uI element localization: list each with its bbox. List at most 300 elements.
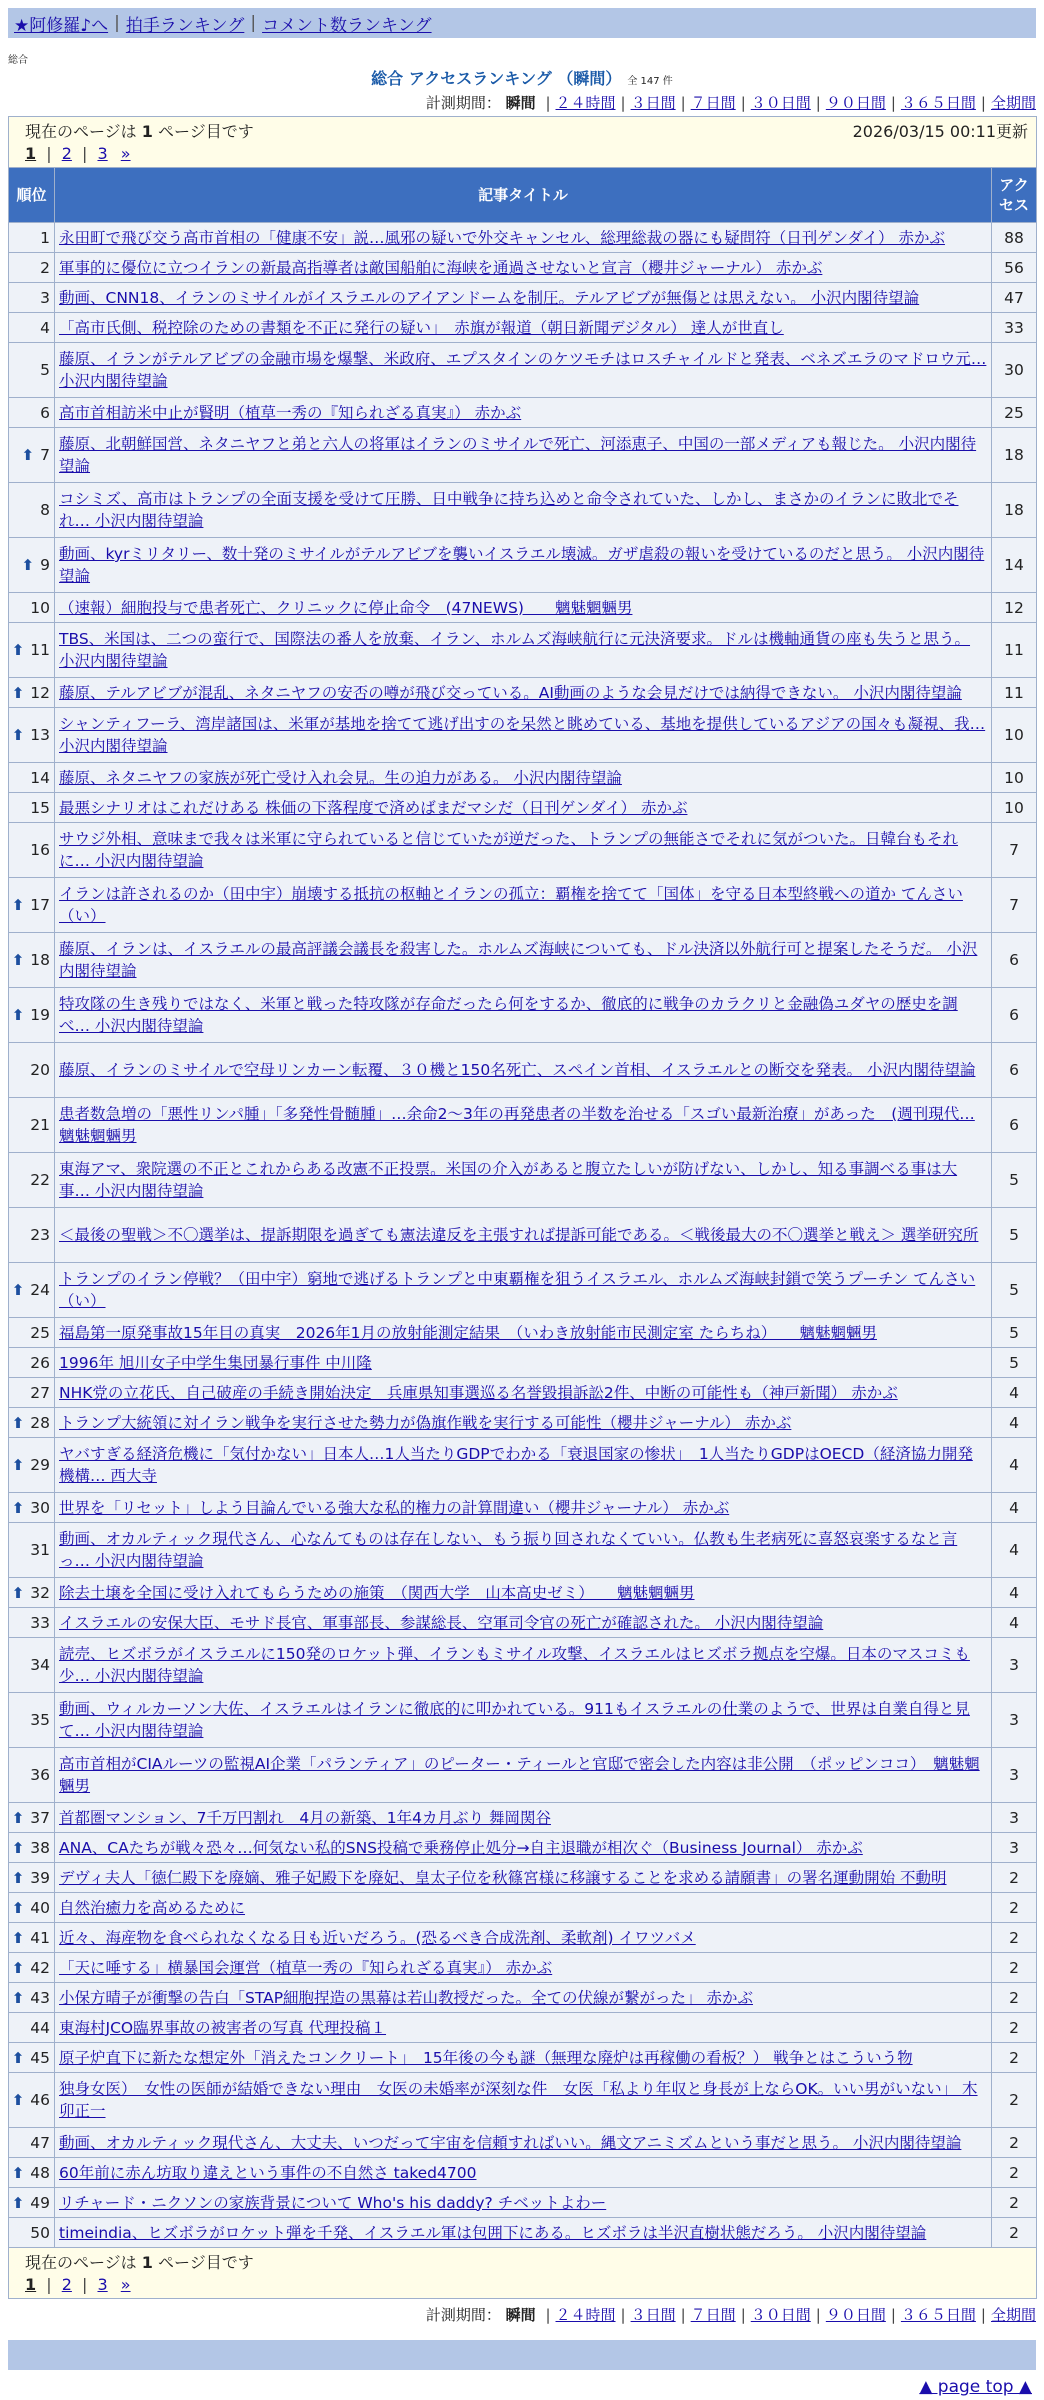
arrow-up-icon: ⬆ [21,446,35,464]
page-top-link[interactable]: ▲ page top ▲ [919,2377,1032,2397]
access-count: 25 [992,398,1037,428]
access-count: 3 [992,1693,1037,1748]
arrow-up-icon: ⬆ [11,2163,25,2182]
nav-link-asyura[interactable]: ★阿修羅♪へ [14,15,109,36]
article-title-link[interactable]: 特攻隊の生き残りではなく、米軍と戦った特攻隊が存命だったら何をするか、徹底的に戦争のカラクリと金融偽ユダヤの歴史を調べ… 小沢内閣待望論 [59,995,958,1035]
article-title-link[interactable]: トランプ大統領に対イラン戦争を実行させた勢力が偽旗作戦を実行する可能性（櫻井ジャーナル） 赤かぶ [59,1413,792,1432]
table-row [9,313,1037,343]
article-title-link[interactable]: シャンティフーラ、湾岸諸国は、米軍が基地を捨てて逃げ出すのを呆然と眺めている、基地を提供しているアジアの国々も凝視、我… 小沢内閣待望論 [59,715,986,755]
rank-cell [9,283,55,313]
pager-page-current[interactable]: 1 [25,144,37,163]
access-count: 30 [992,343,1037,398]
rank-number: 30 [30,1498,50,1517]
access-count: 6 [992,988,1037,1043]
page-info-bottom [25,2252,1028,2274]
rank-number: 6 [40,403,50,422]
title-cell [55,1893,992,1923]
period-option-link[interactable]: ３０日間 [750,94,811,112]
rank-cell [9,1983,55,2013]
article-title-link[interactable]: 高市首相訪米中止が賢明（植草一秀の『知られざる真実』） 赤かぶ [59,403,522,422]
arrow-up-icon: ⬆ [11,1281,25,1299]
access-count: 4 [992,1493,1037,1523]
arrow-up-icon: ⬆ [11,2091,25,2109]
updated-timestamp: 2026/03/15 00:11更新 [852,122,1029,141]
access-count: 4 [992,1578,1037,1608]
title-cell [55,1863,992,1893]
access-count: 5 [992,1208,1037,1263]
arrow-up-icon: ⬆ [11,1868,25,1887]
arrow-up-icon: ⬆ [11,896,25,914]
access-count: 10 [992,763,1037,793]
access-count: 2 [992,2073,1037,2128]
rank-number: 37 [30,1808,50,1827]
access-count: 14 [992,538,1037,593]
title-cell [55,1493,992,1523]
rank-number: 5 [40,361,50,379]
title-cell [55,593,992,623]
article-title-link[interactable]: 東海アマ、衆院選の不正とこれからある改憲不正投票。米国の介入があると腹立たしいが防げない、しかし、知る事調べる事は大事… 小沢内閣待望論 [59,1160,958,1200]
rank-cell [9,2188,55,2218]
title-cell [55,678,992,708]
nav-separator: | [250,13,257,33]
table-row [9,878,1037,933]
arrow-up-icon: ⬆ [11,2193,25,2212]
page-info-row [9,117,1037,168]
article-title-link[interactable]: 藤原、北朝鮮国営、ネタニヤフと弟と六人の将軍はイランのミサイルで死亡、河添恵子、中国の一部メディアも報じた。 小沢内閣待望論 [59,435,977,475]
rank-number: 8 [40,501,50,519]
article-title-link[interactable]: デヴィ夫人「徳仁殿下を廃嫡、雅子妃殿下を廃妃、皇太子位を秋篠宮様に移譲することを求める請願書」の署名運動開始 不動明 [59,1868,947,1887]
period-option-link[interactable]: ９０日間 [825,94,886,112]
rank-cell [9,1833,55,1863]
table-row [9,1098,1037,1153]
period-label: 計測期間： [425,94,501,112]
article-title-link[interactable]: 藤原、イランのミサイルで空母リンカーン転覆、３０機と150名死亡、スペイン首相、イスラエルとの断交を発表。 小沢内閣待望論 [59,1061,976,1079]
title-cell [55,763,992,793]
table-row [9,1263,1037,1318]
title-cell [55,538,992,593]
rank-cell [9,823,55,878]
rank-number: 47 [30,2133,50,2152]
article-title-link[interactable]: TBS、米国は、二つの蛮行で、国際法の番人を放棄、イラン、ホルムズ海峡航行に元決済要求。ドルは機軸通貨の座も失うと思う。 小沢内閣待望論 [59,630,971,670]
rank-number: 3 [40,288,50,307]
page-top-link-wrap [8,2374,1036,2400]
table-row [9,1983,1037,2013]
article-title-link[interactable]: 福島第一原発事故15年目の真実 2026年1月の放射能測定結果 （いわき放射能市民測定室 たらちね） 魑魅魍魎男 [59,1323,877,1342]
title-cell [55,1693,992,1748]
rank-cell [9,1953,55,1983]
rank-number: 23 [30,1226,50,1244]
table-row [9,2013,1037,2043]
rank-number: 43 [30,1988,50,2007]
title-cell [55,623,992,678]
article-title-link[interactable]: NHK党の立花氏、自己破産の手続き開始決定 兵庫県知事選巡る名誉毀損訴訟2件、中断の可能性も（神戸新聞） 赤かぶ [59,1383,898,1402]
article-title-link[interactable]: 小保方晴子が衝撃の告白「STAP細胞捏造の黒幕は若山教授だった。全ての伏線が繋がった」 赤かぶ [59,1988,753,2007]
article-title-link[interactable]: ヤバすぎる経済危機に「気付かない」日本人…1人当たりGDPでわかる「衰退国家の惨状」 1人当たりGDPはOECD（経済協力開発機構… 西大寺 [59,1445,973,1485]
table-row [9,1833,1037,1863]
title-cell [55,398,992,428]
pager-bottom: 1 | 2 | 3 » [25,2275,131,2294]
period-options: | ２４時間 | ３日間 | ７日間 | ３０日間 | ９０日間 | ３６５日間 | 全期間 [545,94,1036,112]
table-row [9,1153,1037,1208]
period-option-link[interactable]: ２４時間 [555,2306,616,2324]
rank-cell [9,678,55,708]
title-cell [55,223,992,253]
rank-number: 40 [30,1898,50,1917]
table-row [9,1523,1037,1578]
period-option-link[interactable]: ３０日間 [750,2306,811,2324]
rank-number: 50 [30,2223,50,2242]
article-title-link[interactable]: 藤原、ネタニヤフの家族が死亡受け入れ会見。生の迫力がある。 小沢内閣待望論 [59,768,622,787]
pager-next[interactable]: » [120,144,131,163]
rank-number: 16 [30,841,50,859]
period-current: 瞬間 [505,2306,536,2324]
arrow-up-icon: ⬆ [11,683,25,702]
rank-cell [9,428,55,483]
access-count: 2 [992,1923,1037,1953]
article-title-link[interactable]: 藤原、イランは、イスラエルの最高評議会議長を殺害した。ホルムズ海峡についても、ドル決済以外航行可と提案したそうだ。 小沢内閣待望論 [59,940,978,980]
article-title-link[interactable]: サウジ外相、意味まで我々は米軍に守られていると信じていたが逆だった、トランプの無能さでそれに気がついた。日韓台もそれに… 小沢内閣待望論 [59,830,959,870]
nav-link-applause-ranking[interactable]: 拍手ランキング [125,15,245,36]
article-title-link[interactable]: 首都圏マンション、7千万円割れ 4月の新築、1年4カ月ぶり 舞岡関谷 [59,1808,551,1827]
period-selector-bottom [8,2302,1036,2328]
title-cell [55,1833,992,1863]
period-option-link[interactable]: 全期間 [990,2306,1036,2324]
rank-number: 18 [30,951,50,969]
title-cell [55,283,992,313]
period-option-link[interactable]: ７日間 [690,94,736,112]
rank-number: 33 [30,1613,50,1632]
table-row [9,2158,1037,2188]
article-title-link[interactable]: 動画、ウィルカーソン大佐、イスラエルはイランに徹底的に叩かれている。911もイスラエルの仕業のようで、世界は自業自得と見て… 小沢内閣待望論 [59,1700,970,1740]
title-cell [55,343,992,398]
article-title-link[interactable]: イスラエルの安保大臣、モサド長官、軍事部長、参謀総長、空軍司令官の死亡が確認された。 小沢内閣待望論 [59,1613,824,1632]
period-option-link[interactable]: 全期間 [990,94,1036,112]
access-count: 7 [992,878,1037,933]
title-cell [55,1098,992,1153]
article-title-link[interactable]: 動画、オカルティック現代さん、大丈夫、いつだって宇宙を信頼すればいい。縄文アニミズムという事だと思う。 小沢内閣待望論 [59,2133,962,2152]
access-count: 5 [992,1153,1037,1208]
rank-cell [9,1578,55,1608]
rank-number: 21 [30,1116,50,1134]
rank-number: 42 [30,1958,50,1977]
title-cell [55,428,992,483]
rank-cell [9,1493,55,1523]
access-count: 2 [992,2158,1037,2188]
header-title: 記事タイトル [55,168,992,223]
rank-cell [9,708,55,763]
access-count: 2 [992,2218,1037,2248]
access-count: 5 [992,1318,1037,1348]
access-count: 6 [992,1098,1037,1153]
title-cell [55,1983,992,2013]
article-title-link[interactable]: 動画、kyrミリタリー、数十発のミサイルがテルアビブを襲いイスラエル壊滅。ガザ虐殺の報いを受けているのだと思う。 小沢内閣待望論 [59,545,985,585]
table-row [9,1043,1037,1098]
article-title-link[interactable]: 東海村JCO臨界事故の被害者の写真 代理投稿１ [59,2018,387,2037]
article-title-link[interactable]: 高市首相がCIAルーツの監視AI企業「パランティア」のピーター・ティールと官邸で密会した内容は非公開 （ポッピンココ） 魑魅魍魎男 [59,1755,980,1795]
article-title-link[interactable]: コシミズ、高市はトランプの全面支援を受けて圧勝、日中戦争に持ち込めと命令されていた、しかし、まさかのイランに敗北でそれ… 小沢内閣待望論 [59,490,959,530]
table-row [9,2043,1037,2073]
rank-cell [9,1608,55,1638]
arrow-up-icon: ⬆ [11,1413,25,1432]
table-row [9,708,1037,763]
period-option-link[interactable]: ７日間 [690,2306,736,2324]
access-count: 3 [992,1833,1037,1863]
access-count: 2 [992,2043,1037,2073]
rank-cell [9,1923,55,1953]
access-count: 18 [992,428,1037,483]
article-title-link[interactable]: 近々、海産物を食べられなくなる日も近いだろう。(恐るべき合成洗剤、柔軟剤) イワツバメ [59,1928,696,1947]
article-title-link[interactable]: ANA、CAたちが戦々恐々…何気ない私的SNS投稿で乗務停止処分→自主退職が相次ぐ（Business Journal） 赤かぶ [59,1838,863,1857]
rank-cell [9,343,55,398]
table-row [9,223,1037,253]
article-title-link[interactable]: 世界を「リセット」しよう目論んでいる強大な私的権力の計算間違い（櫻井ジャーナル） 赤かぶ [59,1498,730,1517]
access-count: 11 [992,623,1037,678]
article-title-link[interactable]: 原子炉直下に新たな想定外「消えたコンクリート」 15年後の今も謎（無理な廃炉は再稼働の看板？） 戦争とはこういう物 [59,2048,913,2067]
table-row [9,823,1037,878]
access-count: 4 [992,1608,1037,1638]
table-row [9,1208,1037,1263]
title-cell [55,1348,992,1378]
pager-page-3[interactable]: 3 [97,2275,108,2294]
rank-number: 20 [30,1061,50,1079]
article-title-link[interactable]: 動画、CNN18、イランのミサイルがイスラエルのアイアンドームを制圧。テルアビブが無傷とは思えない。 小沢内閣待望論 [59,288,920,307]
access-count: 4 [992,1378,1037,1408]
title-cell [55,2128,992,2158]
period-current: 瞬間 [505,94,536,112]
article-title-link[interactable]: 最悪シナリオはこれだけある 株価の下落程度で済めばまだマシだ（日刊ゲンダイ） 赤かぶ [59,798,688,817]
arrow-up-icon: ⬆ [11,2048,25,2067]
article-title-link[interactable]: 60年前に赤ん坊取り違えという事件の不自然さ taked4700 [59,2163,477,2182]
pager-page-2[interactable]: 2 [61,144,72,163]
table-row [9,343,1037,398]
title-cell [55,2013,992,2043]
table-row [9,398,1037,428]
rank-cell [9,2043,55,2073]
access-count: 6 [992,1043,1037,1098]
title-cell [55,1318,992,1348]
arrow-up-icon: ⬆ [11,1498,25,1517]
access-count: 6 [992,933,1037,988]
rank-number: 7 [40,446,50,464]
period-options: | ２４時間 | ３日間 | ７日間 | ３０日間 | ９０日間 | ３６５日間 | 全期間 [545,2306,1036,2324]
rank-cell [9,1043,55,1098]
rank-number: 15 [30,798,50,817]
table-row [9,2073,1037,2128]
title-cell [55,2218,992,2248]
table-row [9,1748,1037,1803]
access-count: 11 [992,678,1037,708]
access-count: 10 [992,708,1037,763]
rank-number: 10 [30,598,50,617]
title-cell [55,793,992,823]
rank-cell [9,1263,55,1318]
rank-cell [9,1153,55,1208]
rank-number: 27 [30,1383,50,1402]
access-count: 2 [992,1983,1037,2013]
rank-number: 19 [30,1006,50,1024]
table-row [9,933,1037,988]
access-count: 56 [992,253,1037,283]
rank-number: 32 [30,1583,50,1602]
article-title-link[interactable]: （速報）細胞投与で患者死亡、クリニックに停止命令 (47NEWS) 魑魅魍魎男 [59,598,633,617]
period-label: 計測期間： [425,2306,501,2324]
article-title-link[interactable]: 独身女医） 女性の医師が結婚できない理由 女医の未婚率が深刻な件 女医「私より年収と身長が上ならOK。いい男がいない」 木卯正一 [59,2080,978,2120]
article-title-link[interactable]: 「天に唾する」横暴国会運営（植草一秀の『知られざる真実』） 赤かぶ [59,1958,553,1977]
article-title-link[interactable]: 読売、ヒズボラがイスラエルに150発のロケット弾、イランもミサイル攻撃、イスラエルはヒズボラ拠点を空爆。日本のマスコミも少… 小沢内閣待望論 [59,1645,970,1685]
rank-cell [9,1438,55,1493]
access-count: 12 [992,593,1037,623]
period-option-link[interactable]: ２４時間 [555,94,616,112]
title-cell [55,1578,992,1608]
rank-cell [9,1863,55,1893]
page-indicator: 現在のページは 1 ページ目です [25,122,254,141]
pager-page-2[interactable]: 2 [61,2275,72,2294]
arrow-up-icon: ⬆ [11,1898,25,1917]
article-title-link[interactable]: timeindia、ヒズボラがロケット弾を千発、イスラエル軍は包囲下にある。ヒズボラは半沢直樹状態だろう。 小沢内閣待望論 [59,2223,927,2242]
rank-cell [9,793,55,823]
title-cell [55,1208,992,1263]
title-cell [55,1153,992,1208]
article-title-link[interactable]: 永田町で飛び交う高市首相の「健康不安」説…風邪の疑いで外交キャンセル、総理総裁の器にも疑問符（日刊ゲンダイ） 赤かぶ [59,228,945,247]
article-title-link[interactable]: 動画、オカルティック現代さん、心なんてものは存在しない、もう振り回されなくていい。仏教も生老病死に喜怒哀楽するなと言っ… 小沢内閣待望論 [59,1530,958,1570]
table-row [9,1348,1037,1378]
rank-number: 35 [30,1711,50,1729]
pager-page-3[interactable]: 3 [97,144,108,163]
rank-number: 22 [30,1171,50,1189]
rank-cell [9,2218,55,2248]
rank-number: 38 [30,1838,50,1857]
access-count: 2 [992,1953,1037,1983]
table-row [9,2128,1037,2158]
arrow-up-icon: ⬆ [11,1006,25,1024]
access-count: 2 [992,2128,1037,2158]
header-access: アクセス [992,168,1037,223]
table-row [9,1863,1037,1893]
title-cell [55,1378,992,1408]
access-count: 88 [992,223,1037,253]
article-title-link[interactable]: ＜最後の聖戦＞不〇選挙は、提訴期限を過ぎても憲法違反を主張すれば提訴可能である。＜戦後最大の不〇選挙と戦え＞ 選挙研究所 [59,1226,979,1244]
title-cell [55,2043,992,2073]
rank-cell [9,1408,55,1438]
rank-cell [9,2073,55,2128]
access-count: 18 [992,483,1037,538]
rank-cell [9,398,55,428]
access-count: 3 [992,1748,1037,1803]
rank-number: 1 [40,228,50,247]
rank-number: 12 [30,683,50,702]
arrow-up-icon: ⬆ [11,1958,25,1977]
title-cell [55,2188,992,2218]
article-title-link[interactable]: 藤原、イランがテルアビブの金融市場を爆撃、米政府、エプスタインのケツモチはロスチャイルドと発表、ベネズエラのマドロウ元… 小沢内閣待望論 [59,350,987,390]
rank-number: 31 [30,1541,50,1559]
rank-cell [9,2013,55,2043]
access-count: 3 [992,1638,1037,1693]
title-cell [55,1438,992,1493]
title-cell [55,2073,992,2128]
table-row [9,1693,1037,1748]
rank-cell [9,1208,55,1263]
title-cell [55,1263,992,1318]
rank-number: 41 [30,1928,50,1947]
title-cell [55,878,992,933]
rank-cell [9,313,55,343]
table-row [9,1493,1037,1523]
pager-next[interactable]: » [120,2275,131,2294]
access-count: 4 [992,1438,1037,1493]
table-row [9,283,1037,313]
table-row [9,2188,1037,2218]
article-title-link[interactable]: リチャード・ニクソンの家族背景について Who's his daddy? チベットよわー [59,2193,607,2212]
rank-cell [9,1893,55,1923]
title-cell [55,1803,992,1833]
rank-cell [9,538,55,593]
page-info [25,121,1028,143]
rank-cell [9,1318,55,1348]
table-row [9,2218,1037,2248]
table-row [9,483,1037,538]
table-row [9,793,1037,823]
period-option-link[interactable]: ３日間 [630,2306,676,2324]
period-option-link[interactable]: ９０日間 [825,2306,886,2324]
page-info-row-bottom [9,2248,1037,2299]
nav-separator: | [114,13,120,33]
table-row [9,1378,1037,1408]
article-title-link[interactable]: 自然治癒力を高めるために [59,1898,246,1917]
rank-cell [9,2128,55,2158]
period-option-link[interactable]: ３６５日間 [900,2306,976,2324]
table-row [9,1318,1037,1348]
rank-number: 14 [30,768,50,787]
rank-cell [9,1523,55,1578]
article-title-link[interactable]: イランは許されるのか（田中宇）崩壊する抵抗の枢軸とイランの孤立：覇権を捨てて「国体」を守る日本型終戦への道か てんさい（い） [59,885,963,925]
period-option-link[interactable]: ３６５日間 [900,94,976,112]
access-count: 2 [992,1863,1037,1893]
table-row [9,1893,1037,1923]
arrow-up-icon: ⬆ [11,1808,25,1827]
article-title-link[interactable]: 1996年 旭川女子中学生集団暴行事件 中川隆 [59,1353,372,1372]
table-row [9,678,1037,708]
rank-cell [9,223,55,253]
table-row [9,1438,1037,1493]
article-title-link[interactable]: トランプのイラン停戦？（田中宇）窮地で逃げるトランプと中東覇権を狙うイスラエル、ホルムズ海峡封鎖で笑うプーチン てんさい（い） [59,1270,976,1310]
title-cell [55,1638,992,1693]
article-title-link[interactable]: 軍事的に優位に立つイランの新最高指導者は敵国船舶に海峡を通過させないと宣言（櫻井ジャーナル） 赤かぶ [59,258,823,277]
article-title-link[interactable]: 藤原、テルアビブが混乱、ネタニヤフの安否の噂が飛び交っている。AI動画のような会見だけでは納得できない。 小沢内閣待望論 [59,683,962,702]
rank-number: 9 [40,556,50,574]
article-title-link[interactable]: 除去土壌を全国に受け入れてもらうための施策 （関西大学 山本高史ゼミ） 魑魅魍魎男 [59,1583,695,1602]
rank-number: 36 [30,1766,50,1784]
table-row [9,538,1037,593]
period-option-link[interactable]: ３日間 [630,94,676,112]
rank-number: 34 [30,1656,50,1674]
table-row [9,593,1037,623]
rank-number: 4 [40,318,50,337]
rank-cell [9,253,55,283]
title-cell [55,823,992,878]
access-count: 2 [992,2188,1037,2218]
article-title-link[interactable]: 患者数急増の「悪性リンパ腫」「多発性骨髄腫」…余命2～3年の再発患者の半数を治せる「スゴい最新治療」があった (週刊現代… 魑魅魍魎男 [59,1105,975,1145]
title-cell [55,1748,992,1803]
rank-cell [9,763,55,793]
arrow-up-icon: ⬆ [11,1456,25,1474]
nav-link-comment-ranking[interactable]: コメント数ランキング [262,15,432,36]
article-title-link[interactable]: 「高市氏側、税控除のための書類を不正に発行の疑い」 赤旗が報道（朝日新聞デジタル） 達人が世直し [59,318,784,337]
pager-page-current[interactable]: 1 [25,2275,37,2294]
access-count: 2 [992,1893,1037,1923]
table-row [9,1803,1037,1833]
title-cell [55,933,992,988]
title-cell [55,708,992,763]
